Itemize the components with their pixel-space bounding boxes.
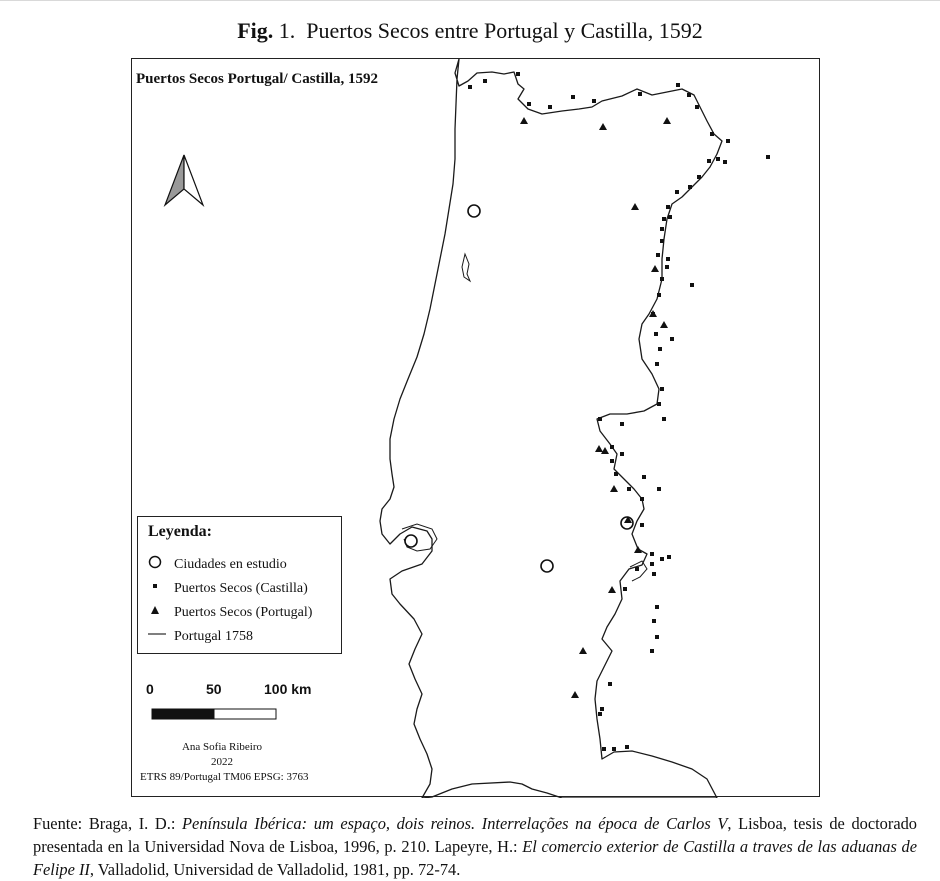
port-castilla-marker: [468, 85, 472, 89]
top-divider: [0, 0, 940, 1]
port-portugal-marker: [571, 691, 579, 698]
port-castilla-marker: [598, 417, 602, 421]
port-castilla-marker: [655, 362, 659, 366]
port-castilla-marker: [610, 459, 614, 463]
port-castilla-marker: [640, 523, 644, 527]
port-castilla-marker: [662, 417, 666, 421]
port-castilla-marker: [652, 619, 656, 623]
port-portugal-marker: [631, 203, 639, 210]
port-castilla-marker: [668, 215, 672, 219]
port-castilla-marker: [710, 132, 714, 136]
port-castilla-marker: [600, 707, 604, 711]
scale-tick-100: 100 km: [264, 681, 312, 697]
port-castilla-marker: [675, 190, 679, 194]
port-castilla-marker: [527, 102, 531, 106]
port-castilla-marker: [652, 572, 656, 576]
port-castilla-marker: [608, 682, 612, 686]
port-castilla-marker: [666, 257, 670, 261]
legend-item-cities: [148, 555, 287, 575]
port-castilla-marker: [723, 160, 727, 164]
figure-title-text: Puertos Secos entre Portugal y Castilla, 1592: [306, 18, 703, 43]
source-work-1: Península Ibérica: um espaço, dois reinos. Interrelações na época de Carlos V: [182, 814, 728, 833]
port-castilla-marker: [650, 562, 654, 566]
map-heading: Puertos Secos Portugal/ Castilla, 1592: [136, 71, 379, 87]
port-portugal-marker: [601, 447, 609, 454]
port-castilla-marker: [548, 105, 552, 109]
scale-tick-0: 0: [146, 681, 154, 697]
port-castilla-marker: [658, 347, 662, 351]
legend-item-castilla: [148, 579, 308, 599]
port-castilla-marker: [516, 72, 520, 76]
port-castilla-marker: [695, 105, 699, 109]
legend-item-portugal: [148, 603, 312, 623]
triangle-icon: [148, 604, 166, 622]
port-castilla-marker: [612, 747, 616, 751]
port-castilla-marker: [667, 555, 671, 559]
port-portugal-marker: [651, 265, 659, 272]
legend-title: Leyenda:: [148, 523, 212, 540]
port-portugal-marker: [520, 117, 528, 124]
port-portugal-marker: [610, 485, 618, 492]
open-circle-icon: [148, 556, 166, 574]
port-castilla-marker: [620, 452, 624, 456]
port-castilla-marker: [726, 139, 730, 143]
port-castilla-marker: [688, 185, 692, 189]
port-castilla-marker: [640, 497, 644, 501]
port-castilla-marker: [638, 92, 642, 96]
legend-label: Portugal 1758: [174, 629, 253, 644]
city-marker: [468, 205, 480, 217]
port-castilla-marker: [660, 277, 664, 281]
port-castilla-marker: [676, 83, 680, 87]
figure-label: Fig.: [237, 18, 274, 43]
port-castilla-marker: [690, 283, 694, 287]
port-castilla-marker: [657, 487, 661, 491]
scale-bar: [152, 709, 276, 719]
port-castilla-marker: [660, 227, 664, 231]
port-castilla-marker: [625, 745, 629, 749]
legend: [137, 516, 342, 654]
port-castilla-marker: [592, 99, 596, 103]
port-castilla-marker: [707, 159, 711, 163]
port-castilla-marker: [483, 79, 487, 83]
source-mid: , Lisboa, tesis de doctorado presentada en la Universidad Nova de Lisboa, 1996, p. 210. Lapeyre, H.:: [33, 814, 917, 856]
source-end: , Valladolid, Universidad de Valladolid, 1981, pp. 72-74.: [89, 860, 461, 879]
figure-number: 1.: [278, 18, 296, 43]
port-castilla-marker: [623, 587, 627, 591]
credit-year: 2022: [211, 756, 233, 768]
port-castilla-marker: [610, 445, 614, 449]
legend-label: Puertos Secos (Castilla): [174, 581, 308, 596]
source-note: [33, 812, 917, 881]
square-icon: [148, 580, 166, 598]
port-castilla-marker: [697, 175, 701, 179]
credit-crs: ETRS 89/Portugal TM06 EPSG: 3763: [140, 771, 309, 783]
port-castilla-marker: [666, 205, 670, 209]
mondego-estuary: [462, 254, 470, 281]
port-castilla-marker: [655, 635, 659, 639]
legend-label: Ciudades en estudio: [174, 557, 287, 572]
port-castilla-marker: [620, 422, 624, 426]
ports-castilla-layer: [468, 72, 770, 751]
port-portugal-marker: [599, 123, 607, 130]
source-prefix: Fuente: Braga, I. D.:: [33, 814, 183, 833]
map-frame: [131, 58, 820, 797]
port-castilla-marker: [687, 93, 691, 97]
map-canvas: [132, 59, 821, 798]
port-castilla-marker: [650, 552, 654, 556]
port-castilla-marker: [598, 712, 602, 716]
port-castilla-marker: [650, 649, 654, 653]
port-castilla-marker: [614, 472, 618, 476]
port-castilla-marker: [665, 265, 669, 269]
port-portugal-marker: [579, 647, 587, 654]
portugal-border-1758: [380, 59, 722, 798]
port-castilla-marker: [635, 567, 639, 571]
city-marker: [405, 535, 417, 547]
port-castilla-marker: [660, 387, 664, 391]
port-portugal-marker: [608, 586, 616, 593]
port-portugal-marker: [595, 445, 603, 452]
port-castilla-marker: [627, 487, 631, 491]
port-castilla-marker: [670, 337, 674, 341]
credit-author: Ana Sofia Ribeiro: [181, 741, 263, 753]
port-castilla-marker: [657, 402, 661, 406]
port-castilla-marker: [766, 155, 770, 159]
source-work-2: El comercio exterior de Castilla a traves de las aduanas de Felipe II: [33, 837, 918, 879]
port-castilla-marker: [655, 605, 659, 609]
port-castilla-marker: [656, 253, 660, 257]
port-castilla-marker: [571, 95, 575, 99]
scale-tick-50: 50: [206, 681, 222, 697]
line-icon: [148, 628, 166, 646]
port-castilla-marker: [660, 239, 664, 243]
port-castilla-marker: [660, 557, 664, 561]
port-castilla-marker: [716, 157, 720, 161]
port-castilla-marker: [642, 475, 646, 479]
port-castilla-marker: [657, 293, 661, 297]
north-arrow-icon: [165, 155, 203, 205]
port-castilla-marker: [602, 747, 606, 751]
port-castilla-marker: [654, 332, 658, 336]
ports-portugal-layer: [520, 117, 671, 698]
city-marker: [541, 560, 553, 572]
figure-title: [0, 18, 940, 44]
port-portugal-marker: [634, 546, 642, 553]
port-portugal-marker: [660, 321, 668, 328]
port-castilla-marker: [662, 217, 666, 221]
port-portugal-marker: [663, 117, 671, 124]
legend-item-border: [148, 627, 253, 647]
legend-label: Puertos Secos (Portugal): [174, 605, 313, 620]
